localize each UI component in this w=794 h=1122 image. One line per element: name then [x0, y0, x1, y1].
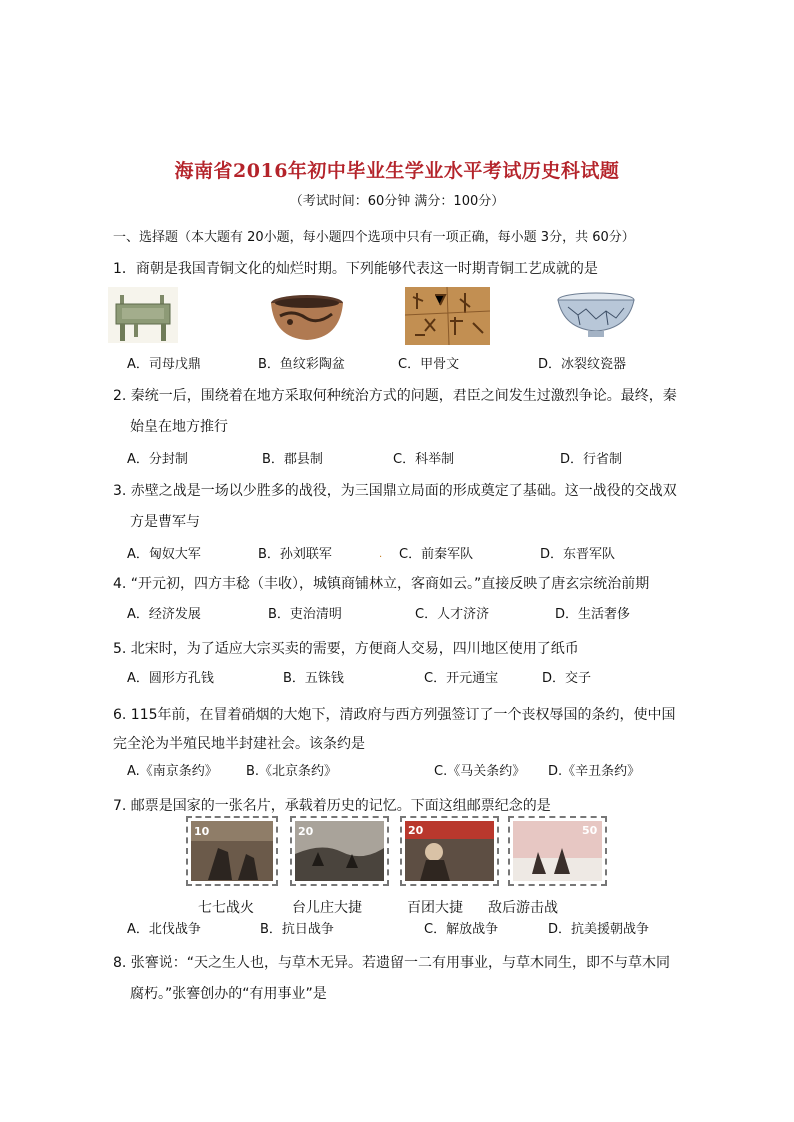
stamp-1-caption: 七七战火: [198, 900, 254, 916]
stamp-2-value: 20: [298, 825, 314, 838]
q3-option-b[interactable]: B．孙刘联军: [258, 547, 332, 562]
stamp-4-value: 50: [582, 824, 598, 837]
q1-option-b[interactable]: B．鱼纹彩陶盆: [258, 357, 345, 372]
q4-option-d[interactable]: D．生活奢侈: [555, 607, 631, 622]
q7-option-a[interactable]: A．北伐战争: [127, 922, 201, 937]
stamp-4-caption: 敌后游击战: [488, 900, 558, 916]
q3-option-d[interactable]: D．东晋军队: [540, 547, 616, 562]
q6-option-d[interactable]: D.《辛丑条约》: [548, 764, 641, 779]
q5-option-b[interactable]: B．五铢钱: [283, 671, 344, 686]
stamp-1: [186, 816, 278, 886]
oracle-bone-image: [405, 287, 490, 345]
q7-option-d[interactable]: D．抗美援朝战争: [548, 922, 650, 937]
q2-option-c[interactable]: C．科举制: [393, 452, 455, 467]
question-8-stem-line2: 腐朽。”张謇创办的“有用事业”是: [130, 986, 327, 1002]
exam-subtitle: （考试时间：60分钟 满分：100分）: [289, 194, 505, 209]
question-7-stem: 7. 邮票是国家的一张名片，承载着历史的记忆。下面这组邮票纪念的是: [113, 798, 551, 814]
question-6-stem-line1: 6. 115年前，在冒着硝烟的大炮下，清政府与西方列强签订了一个丧权辱国的条约，使中国: [113, 707, 676, 723]
question-8-stem-line1: 8. 张謇说：“天之生人也，与草木无异。若遗留一二有用事业，与草木同生，即不与草木同: [113, 955, 671, 971]
q2-option-a[interactable]: A．分封制: [127, 452, 188, 467]
q6-option-c[interactable]: C.《马关条约》: [434, 764, 526, 779]
q5-option-d[interactable]: D．交子: [542, 671, 592, 686]
q2-option-d[interactable]: D．行省制: [560, 452, 623, 467]
q4-option-b[interactable]: B．吏治清明: [268, 607, 342, 622]
question-3-stem-line1: 3. 赤壁之战是一场以少胜多的战役，为三国鼎立局面的形成奠定了基础。这一战役的交战双: [113, 483, 677, 499]
stamp-3: [400, 816, 499, 886]
q1-option-a[interactable]: A．司母戊鼎: [127, 357, 201, 372]
q3-option-a[interactable]: A．匈奴大军: [127, 547, 201, 562]
q5-option-a[interactable]: A．圆形方孔钱: [127, 671, 214, 686]
stray-dot: .: [379, 549, 383, 560]
stamp-1-value: 10: [194, 825, 210, 838]
q6-option-a[interactable]: A.《南京条约》: [127, 764, 218, 779]
q4-option-a[interactable]: A．经济发展: [127, 607, 201, 622]
stamp-2-caption: 台儿庄大捷: [292, 900, 362, 916]
question-4-stem: 4. “开元初，四方丰稔（丰收），城镇商铺林立，客商如云。”直接反映了唐玄宗统治前期: [113, 576, 650, 592]
q7-option-c[interactable]: C．解放战争: [424, 922, 499, 937]
q5-option-c[interactable]: C．开元通宝: [424, 671, 499, 686]
q6-option-b[interactable]: B.《北京条约》: [246, 764, 338, 779]
exam-title: 海南省2016年初中毕业生学业水平考试历史科试题: [174, 160, 620, 182]
stamp-2: [290, 816, 389, 886]
question-1-stem: 1．商朝是我国青铜文化的灿烂时期。下列能够代表这一时期青铜工艺成就的是: [113, 261, 598, 277]
question-2-stem-line2: 始皇在地方推行: [130, 419, 228, 435]
q4-option-c[interactable]: C．人才济济: [415, 607, 490, 622]
q1-option-c[interactable]: C．甲骨文: [398, 357, 460, 372]
stamp-3-value: 20: [408, 824, 424, 837]
painted-pottery-basin-image: [268, 292, 346, 344]
crackle-porcelain-bowl-image: [556, 291, 636, 341]
question-2-stem-line1: 2. 秦统一后，围绕着在地方采取何种统治方式的问题，君臣之间发生过激烈争论。最终，秦: [113, 388, 677, 404]
stamp-4: [508, 816, 607, 886]
q3-option-c[interactable]: C．前秦军队: [399, 547, 474, 562]
q2-option-b[interactable]: B．郡县制: [262, 452, 323, 467]
question-5-stem: 5. 北宋时，为了适应大宗买卖的需要，方便商人交易，四川地区使用了纸币: [113, 641, 579, 657]
section-heading: 一、选择题（本大题有 20小题，每小题四个选项中只有一项正确，每小题 3分，共 60分）: [113, 230, 635, 245]
question-6-stem-line2: 完全沦为半殖民地半封建社会。该条约是: [113, 736, 365, 752]
stamp-3-caption: 百团大捷: [407, 900, 463, 916]
q1-option-d[interactable]: D．冰裂纹瓷器: [538, 357, 627, 372]
bronze-ding-image: [108, 287, 178, 343]
q7-option-b[interactable]: B．抗日战争: [260, 922, 334, 937]
question-3-stem-line2: 方是曹军与: [130, 514, 200, 530]
